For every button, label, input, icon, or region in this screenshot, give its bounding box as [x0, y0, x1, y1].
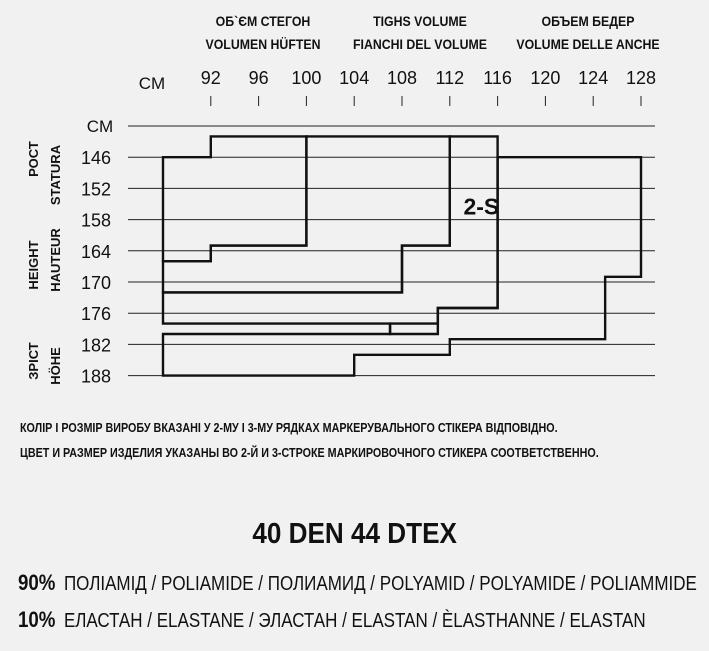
x-tick-label: 100 [291, 68, 322, 88]
y-tick-label: 164 [80, 241, 112, 262]
header-line: FIANCHI DEL VOLUME [353, 36, 487, 52]
x-tick-label: 92 [200, 68, 221, 88]
x-tick-label: 112 [435, 68, 465, 88]
composition-row-polyamide [18, 570, 697, 596]
composition-text: ПОЛІАМІД / POLIAMIDE / ПОЛИАМИД / POLYAMID / POLYAMIDE / POLIAMMIDE [63, 573, 697, 595]
density-label [0, 518, 709, 551]
y-tick-label: 170 [80, 273, 112, 293]
y-tick-label: 146 [80, 148, 112, 169]
header-line: VOLUME DELLE ANCHE [516, 36, 660, 52]
composition-percent: 10% [18, 607, 56, 632]
x-tick-label: 124 [578, 68, 609, 88]
note-ua: КОЛІР І РОЗМІР ВИРОБУ ВКАЗАНІ У 2-МУ І 3-МУ РЯДКАХ МАРКЕРУВАЛЬНОГО СТІКЕРА ВІДПОВІДНО. [20, 421, 558, 435]
y-axis-language-label: STATURA [48, 144, 63, 206]
x-unit-label: CM [138, 74, 166, 93]
y-tick-label: 152 [80, 179, 112, 200]
y-axis-language-label: HEIGHT [26, 240, 41, 290]
y-tick-label: 188 [80, 366, 112, 387]
size-label: 2-S [463, 193, 500, 220]
composition-text: ЕЛАСТАН / ELASTANE / ЭЛАСТАН / ELASTAN / ÈLASTHANNE / ELASTAN [63, 610, 646, 632]
x-tick-label: 116 [483, 68, 512, 88]
header-line: ОБ`ЄМ СТЕГОН [215, 13, 311, 29]
y-axis-language-label: HÖHE [48, 347, 63, 385]
header-line: ОБЪЕМ БЕДЕР [541, 13, 635, 29]
size-region-outline [163, 136, 306, 261]
size-region-outline [163, 136, 450, 292]
composition-percent: 90% [18, 570, 56, 595]
x-tick-label: 120 [530, 68, 561, 88]
density-text: 40 DEN 44 DTEX [252, 518, 457, 550]
y-tick-label: 158 [80, 210, 112, 231]
x-tick-label: 96 [248, 68, 269, 88]
x-tick-label: 128 [625, 68, 657, 88]
y-axis-language-label: РОСТ [26, 141, 41, 177]
header-line: TIGHS VOLUME [373, 13, 467, 29]
x-tick-label: 104 [339, 68, 370, 88]
size-region-outline [163, 136, 498, 334]
y-axis-language-label: HAUTEUR [48, 228, 63, 292]
y-tick-label: 182 [80, 335, 112, 356]
x-tick-label: 108 [386, 68, 418, 88]
y-unit-label: CM [86, 117, 114, 136]
header-line: VOLUMEN HÜFTEN [205, 36, 321, 52]
y-tick-label: 176 [80, 304, 112, 325]
note-ru: ЦВЕТ И РАЗМЕР ИЗДЕЛИЯ УКАЗАНЫ ВО 2-Й И 3-СТРОКЕ МАРКИРОВОЧНОГО СТИКЕРА СООТВЕТСТВЕННО. [20, 446, 599, 460]
y-axis-language-label: ЗРІСТ [26, 342, 41, 380]
composition-row-elastane [18, 607, 646, 633]
